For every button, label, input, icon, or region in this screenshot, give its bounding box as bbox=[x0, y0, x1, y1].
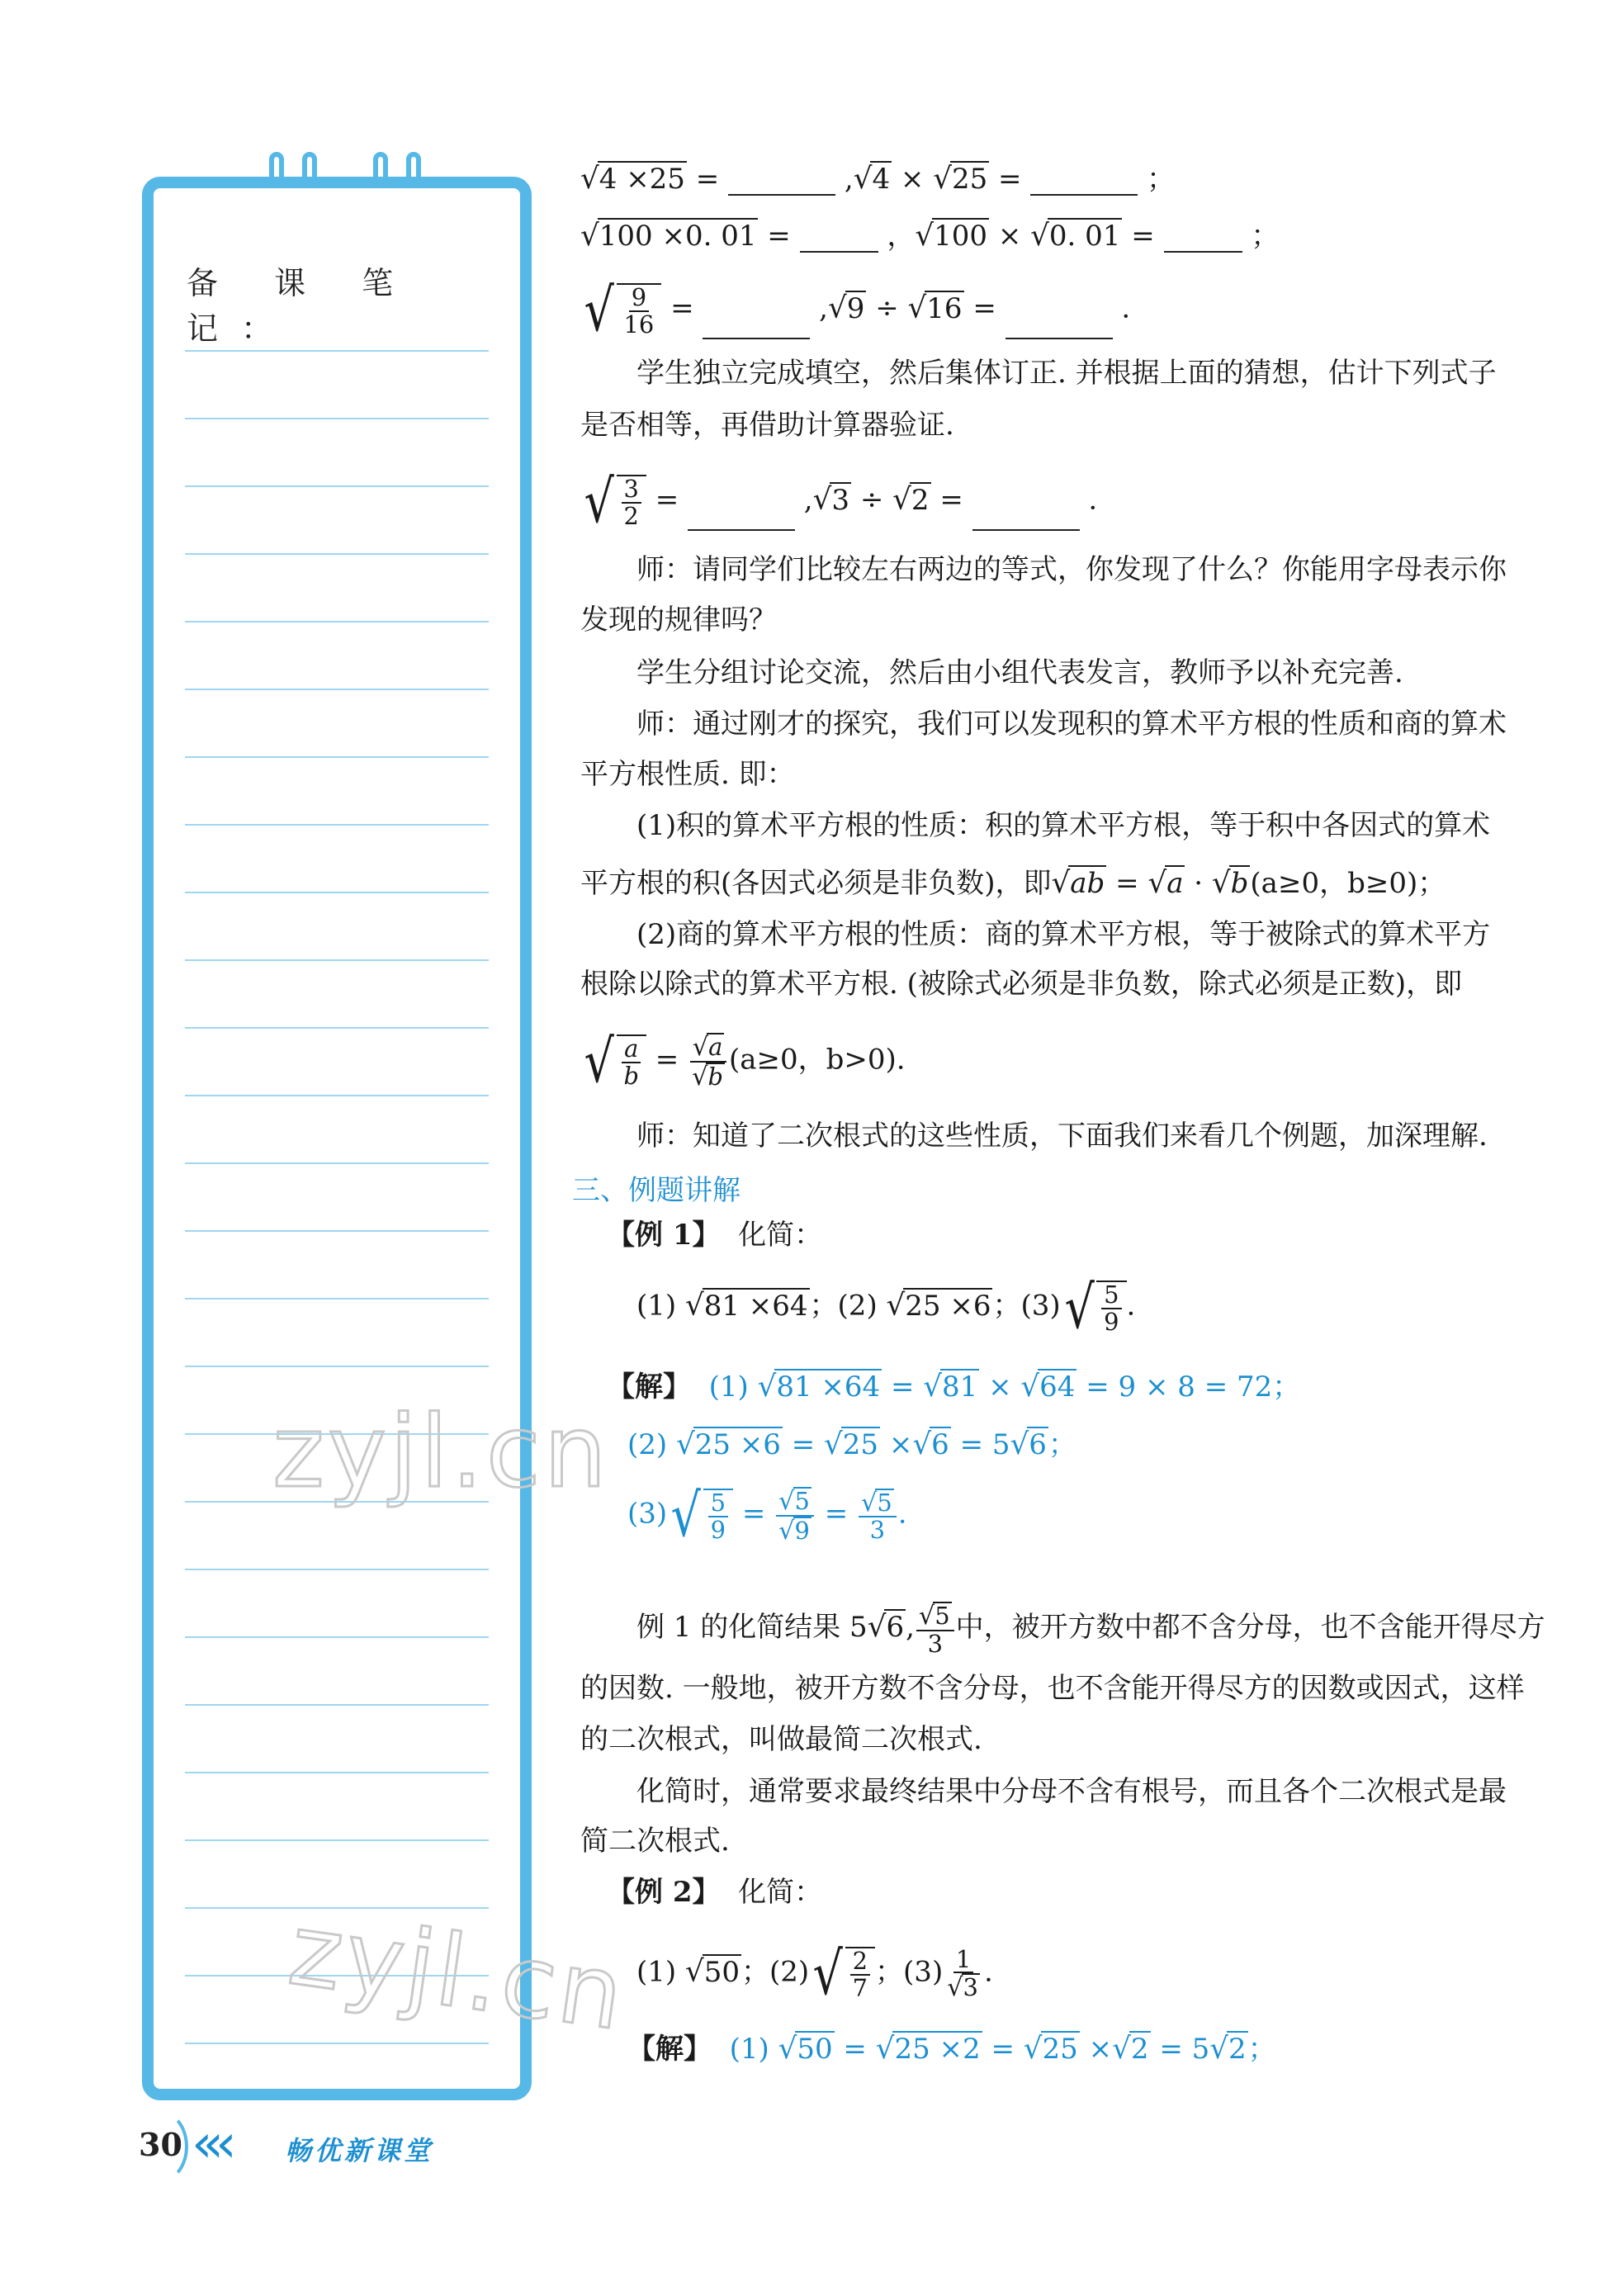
example-1-solution-2: (2) √25 ×6 = √25 ×√6 = 5√6； bbox=[627, 1427, 1076, 1461]
watermark: zyjl.cn bbox=[272, 1395, 610, 1510]
example-2-solution-1: 【解】 (1) √50 = √25 ×2 = √25 ×√2 = 5√2； bbox=[627, 2032, 1276, 2066]
exercise-line-3: √ $\frac{9}{16}$ = ,√9 ÷ √16 = . bbox=[584, 276, 1131, 344]
note-rule-line bbox=[185, 485, 489, 487]
paragraph: 发现的规律吗？ bbox=[580, 604, 777, 637]
paragraph: (1)积的算术平方根的性质：积的算术平方根，等于积中各因式的算术 bbox=[636, 809, 1491, 842]
paragraph: 师：通过刚才的探究，我们可以发现积的算术平方根的性质和商的算术 bbox=[636, 708, 1507, 741]
page-number: 30 bbox=[139, 2126, 182, 2163]
paragraph-product-rule: 平方根的积(各因式必须是非负数)，即√ab = √a · √b(a≥0，b≥0)； bbox=[580, 866, 1446, 900]
paragraph: 学生独立完成填空，然后集体订正. 并根据上面的猜想，估计下列式子 bbox=[636, 357, 1497, 390]
paragraph: 化简时，通常要求最终结果中分母不含有根号，而且各个二次根式是最 bbox=[636, 1775, 1507, 1808]
note-panel-title: 备 课 笔 记： bbox=[187, 265, 417, 347]
note-rule-line bbox=[185, 1636, 489, 1638]
paragraph-quotient-rule: √ $\frac{a}{b}$ = $\frac{√a}{√b}$ (a≥0，b>0). bbox=[584, 1027, 906, 1096]
note-rule-line bbox=[185, 1298, 489, 1299]
paragraph: 简二次根式. bbox=[580, 1825, 730, 1858]
paragraph: 是否相等，再借助计算器验证. bbox=[580, 409, 954, 442]
exercise-line-2: √100 ×0. 01 = ，√100 × √0. 01 = ； bbox=[580, 219, 1280, 253]
note-rule-line bbox=[185, 1230, 489, 1232]
exercise-line-4: √ $\frac{3}{2}$ = ,√3 ÷ √2 = . bbox=[584, 467, 1098, 536]
example-2-heading: 【例 2】 化简： bbox=[607, 1876, 823, 1909]
note-rule-line bbox=[185, 1162, 489, 1164]
note-rule-line bbox=[185, 1027, 489, 1029]
note-rule-line bbox=[185, 892, 489, 893]
paragraph: 根除以除式的算术平方根. (被除式必须是非负数，除式必须是正数)，即 bbox=[580, 968, 1463, 1001]
chevron-left-icon: «‹ bbox=[192, 2114, 229, 2175]
note-rule-line bbox=[185, 621, 489, 623]
paragraph-example-1-result: 例 1 的化简结果 5√6, $\frac{√5}{3}$ 中，被开方数中都不含分母，也不含能开得尽方 bbox=[636, 1602, 1545, 1658]
note-rule-line bbox=[185, 1095, 489, 1096]
note-rule-line bbox=[185, 1366, 489, 1367]
example-1-solution-3: (3) √ $\frac{5}{9}$ = $\frac{√5}{√9}$ = $\frac{√5}{3}$ . bbox=[627, 1481, 907, 1550]
note-rule-line bbox=[185, 1839, 489, 1841]
note-rule-line bbox=[185, 824, 489, 826]
note-rule-line bbox=[185, 418, 489, 419]
paragraph: 的因数. 一般地，被开方数不含分母，也不含能开得尽方的因数或因式，这样 bbox=[580, 1672, 1525, 1705]
example-1-heading: 【例 1】 化简： bbox=[607, 1219, 823, 1252]
note-rule-line bbox=[185, 756, 489, 758]
paragraph: 学生分组讨论交流，然后由小组代表发言，教师予以补充完善. bbox=[636, 656, 1403, 689]
note-rule-line bbox=[185, 1569, 489, 1570]
example-1-items: (1) √81 ×64；(2) √25 ×6；(3) √ $\frac{5}{9}$ . bbox=[636, 1273, 1136, 1342]
watermark: zyjl.cn bbox=[282, 1892, 633, 2053]
note-rule-line bbox=[185, 689, 489, 690]
note-rule-line bbox=[185, 553, 489, 555]
example-2-items: (1) √50；(2) √ $\frac{2}{7}$ ；(3) $\frac{1}{√3}$ . bbox=[636, 1939, 993, 2008]
note-rule-line bbox=[185, 350, 489, 352]
paragraph: 师：请同学们比较左右两边的等式，你发现了什么？你能用字母表示你 bbox=[636, 553, 1507, 586]
note-rule-line bbox=[185, 2043, 489, 2044]
paragraph: 的二次根式，叫做最简二次根式. bbox=[580, 1723, 982, 1756]
lesson-notes-panel bbox=[142, 177, 532, 2100]
example-1-solution-1: 【解】 (1) √81 ×64 = √81 × √64 = 9 × 8 = 72； bbox=[607, 1370, 1301, 1404]
paragraph: 平方根性质. 即： bbox=[580, 758, 795, 791]
note-rule-line bbox=[185, 1704, 489, 1706]
section-heading: 三、例题讲解 bbox=[572, 1174, 741, 1207]
paragraph: 师：知道了二次根式的这些性质，下面我们来看几个例题，加深理解. bbox=[636, 1120, 1488, 1153]
footer-brand: 畅优新课堂 bbox=[285, 2135, 434, 2166]
note-rule-line bbox=[185, 959, 489, 961]
paragraph: (2)商的算术平方根的性质：商的算术平方根，等于被除式的算术平方 bbox=[636, 918, 1491, 951]
exercise-line-1: √4 ×25 = ,√4 × √25 = ； bbox=[580, 162, 1176, 196]
note-rule-line bbox=[185, 1772, 489, 1773]
